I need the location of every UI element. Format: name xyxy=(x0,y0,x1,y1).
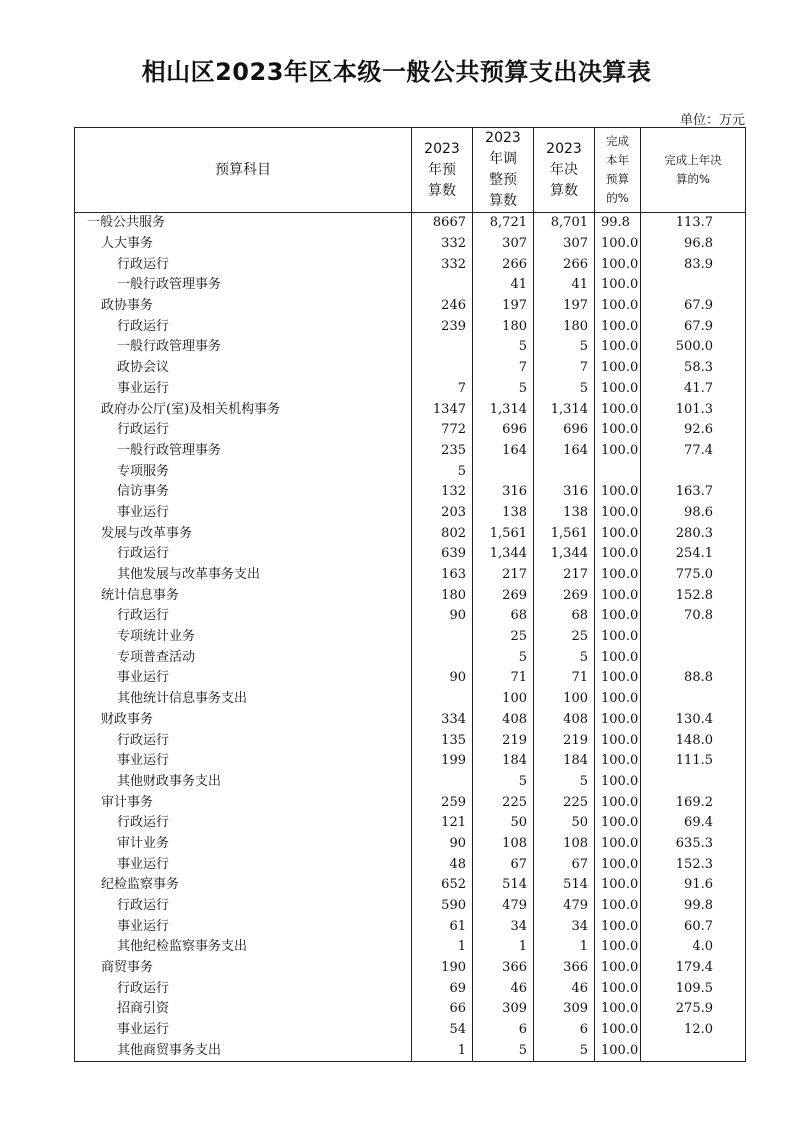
cell-prev: 88.8 xyxy=(641,668,746,689)
cell-final: 5 xyxy=(534,772,595,793)
cell-adjusted: 8,721 xyxy=(473,213,534,234)
cell-subject: 行政运行 xyxy=(75,896,412,917)
cell-rate: 100.0 xyxy=(595,565,641,586)
cell-prev: 67.9 xyxy=(641,296,746,317)
cell-adjusted: 34 xyxy=(473,916,534,937)
cell-rate: 100.0 xyxy=(595,647,641,668)
cell-budget xyxy=(412,337,473,358)
cell-adjusted xyxy=(473,461,534,482)
cell-budget: 235 xyxy=(412,441,473,462)
table-row xyxy=(75,213,746,234)
cell-budget xyxy=(412,275,473,296)
cell-rate: 100.0 xyxy=(595,689,641,710)
cell-subject: 政协会议 xyxy=(75,358,412,379)
cell-adjusted: 225 xyxy=(473,792,534,813)
cell-final: 1 xyxy=(534,937,595,958)
cell-subject: 发展与改革事务 xyxy=(75,523,412,544)
cell-final: 50 xyxy=(534,813,595,834)
cell-prev: 41.7 xyxy=(641,379,746,400)
cell-budget: 8667 xyxy=(412,213,473,234)
cell-final: 1,344 xyxy=(534,544,595,565)
cell-subject: 招商引资 xyxy=(75,999,412,1020)
cell-budget: 7 xyxy=(412,379,473,400)
cell-final: 6 xyxy=(534,1020,595,1041)
table-row xyxy=(75,958,746,979)
cell-budget: 1347 xyxy=(412,399,473,420)
cell-budget: 639 xyxy=(412,544,473,565)
cell-rate: 99.8 xyxy=(595,213,641,234)
cell-final: 225 xyxy=(534,792,595,813)
cell-prev: 148.0 xyxy=(641,730,746,751)
cell-adjusted: 6 xyxy=(473,1020,534,1041)
cell-prev: 775.0 xyxy=(641,565,746,586)
cell-final: 219 xyxy=(534,730,595,751)
cell-prev: 500.0 xyxy=(641,337,746,358)
cell-final: 180 xyxy=(534,316,595,337)
cell-final: 696 xyxy=(534,420,595,441)
cell-budget xyxy=(412,689,473,710)
cell-adjusted: 307 xyxy=(473,234,534,255)
cell-adjusted: 164 xyxy=(473,441,534,462)
cell-adjusted: 408 xyxy=(473,710,534,731)
table-row xyxy=(75,999,746,1020)
cell-subject: 事业运行 xyxy=(75,1020,412,1041)
cell-final: 46 xyxy=(534,978,595,999)
cell-final: 68 xyxy=(534,606,595,627)
cell-prev: 70.8 xyxy=(641,606,746,627)
table-row xyxy=(75,916,746,937)
cell-rate: 100.0 xyxy=(595,254,641,275)
cell-rate: 100.0 xyxy=(595,523,641,544)
cell-budget: 1 xyxy=(412,937,473,958)
cell-rate: 100.0 xyxy=(595,958,641,979)
cell-final: 307 xyxy=(534,234,595,255)
cell-rate: 100.0 xyxy=(595,834,641,855)
cell-prev: 58.3 xyxy=(641,358,746,379)
cell-adjusted: 479 xyxy=(473,896,534,917)
cell-prev: 109.5 xyxy=(641,978,746,999)
cell-subject: 专项统计业务 xyxy=(75,627,412,648)
header-rate: 完成本年预算的% xyxy=(595,128,641,213)
header-subject: 预算科目 xyxy=(75,128,412,213)
table-row xyxy=(75,896,746,917)
cell-adjusted: 309 xyxy=(473,999,534,1020)
cell-final: 197 xyxy=(534,296,595,317)
cell-final: 1,561 xyxy=(534,523,595,544)
cell-final: 34 xyxy=(534,916,595,937)
cell-budget: 772 xyxy=(412,420,473,441)
cell-prev: 275.9 xyxy=(641,999,746,1020)
cell-prev: 280.3 xyxy=(641,523,746,544)
cell-subject: 一般行政管理事务 xyxy=(75,275,412,296)
budget-table xyxy=(74,127,746,1062)
cell-subject: 一般行政管理事务 xyxy=(75,441,412,462)
cell-budget: 121 xyxy=(412,813,473,834)
table-row xyxy=(75,710,746,731)
cell-prev: 179.4 xyxy=(641,958,746,979)
cell-prev: 92.6 xyxy=(641,420,746,441)
cell-prev xyxy=(641,772,746,793)
table-row xyxy=(75,316,746,337)
cell-subject: 事业运行 xyxy=(75,668,412,689)
cell-subject: 事业运行 xyxy=(75,379,412,400)
cell-budget: 48 xyxy=(412,854,473,875)
cell-adjusted: 7 xyxy=(473,358,534,379)
cell-budget: 246 xyxy=(412,296,473,317)
table-row xyxy=(75,461,746,482)
cell-final xyxy=(534,461,595,482)
cell-adjusted: 197 xyxy=(473,296,534,317)
cell-subject: 行政运行 xyxy=(75,730,412,751)
cell-adjusted: 50 xyxy=(473,813,534,834)
cell-adjusted: 71 xyxy=(473,668,534,689)
cell-prev: 69.4 xyxy=(641,813,746,834)
cell-subject: 政府办公厅(室)及相关机构事务 xyxy=(75,399,412,420)
cell-subject: 商贸事务 xyxy=(75,958,412,979)
cell-budget: 239 xyxy=(412,316,473,337)
cell-rate: 100.0 xyxy=(595,358,641,379)
cell-prev: 254.1 xyxy=(641,544,746,565)
cell-budget xyxy=(412,647,473,668)
cell-prev xyxy=(641,1041,746,1062)
cell-prev: 99.8 xyxy=(641,896,746,917)
table-row xyxy=(75,813,746,834)
cell-prev: 83.9 xyxy=(641,254,746,275)
table-row xyxy=(75,234,746,255)
cell-final: 1,314 xyxy=(534,399,595,420)
cell-subject: 事业运行 xyxy=(75,854,412,875)
cell-prev: 152.8 xyxy=(641,585,746,606)
cell-adjusted: 5 xyxy=(473,647,534,668)
page-title: 相山区2023年区本级一般公共预算支出决算表 xyxy=(141,58,652,86)
cell-final: 41 xyxy=(534,275,595,296)
table-row xyxy=(75,379,746,400)
cell-rate: 100.0 xyxy=(595,482,641,503)
cell-final: 5 xyxy=(534,647,595,668)
cell-final: 479 xyxy=(534,896,595,917)
table-row xyxy=(75,544,746,565)
cell-rate: 100.0 xyxy=(595,751,641,772)
cell-final: 184 xyxy=(534,751,595,772)
cell-subject: 人大事务 xyxy=(75,234,412,255)
cell-budget: 69 xyxy=(412,978,473,999)
cell-subject: 其他财政事务支出 xyxy=(75,772,412,793)
cell-rate: 100.0 xyxy=(595,379,641,400)
table-row xyxy=(75,399,746,420)
cell-adjusted: 108 xyxy=(473,834,534,855)
cell-adjusted: 1,561 xyxy=(473,523,534,544)
cell-subject: 事业运行 xyxy=(75,916,412,937)
cell-budget: 135 xyxy=(412,730,473,751)
table-row xyxy=(75,523,746,544)
cell-rate xyxy=(595,461,641,482)
header-budget: 2023年预算数 xyxy=(412,128,473,213)
cell-adjusted: 269 xyxy=(473,585,534,606)
cell-final: 5 xyxy=(534,379,595,400)
table-row xyxy=(75,441,746,462)
cell-budget: 54 xyxy=(412,1020,473,1041)
cell-rate: 100.0 xyxy=(595,234,641,255)
table-row xyxy=(75,647,746,668)
table-row xyxy=(75,1041,746,1062)
cell-prev: 163.7 xyxy=(641,482,746,503)
table-body xyxy=(75,213,746,1062)
cell-prev: 12.0 xyxy=(641,1020,746,1041)
cell-adjusted: 266 xyxy=(473,254,534,275)
cell-adjusted: 5 xyxy=(473,337,534,358)
table-row xyxy=(75,875,746,896)
cell-subject: 专项普查活动 xyxy=(75,647,412,668)
table-row xyxy=(75,937,746,958)
cell-final: 71 xyxy=(534,668,595,689)
table-row xyxy=(75,1020,746,1041)
cell-final: 366 xyxy=(534,958,595,979)
cell-budget: 90 xyxy=(412,834,473,855)
cell-rate: 100.0 xyxy=(595,1041,641,1062)
cell-rate: 100.0 xyxy=(595,999,641,1020)
cell-subject: 其他统计信息事务支出 xyxy=(75,689,412,710)
cell-final: 514 xyxy=(534,875,595,896)
cell-subject: 一般公共服务 xyxy=(75,213,412,234)
table-row xyxy=(75,296,746,317)
cell-subject: 政协事务 xyxy=(75,296,412,317)
cell-adjusted: 1,314 xyxy=(473,399,534,420)
cell-prev: 67.9 xyxy=(641,316,746,337)
cell-budget: 259 xyxy=(412,792,473,813)
cell-final: 25 xyxy=(534,627,595,648)
cell-subject: 纪检监察事务 xyxy=(75,875,412,896)
table-row xyxy=(75,482,746,503)
table-row xyxy=(75,503,746,524)
cell-adjusted: 1 xyxy=(473,937,534,958)
cell-rate: 100.0 xyxy=(595,792,641,813)
cell-budget: 199 xyxy=(412,751,473,772)
cell-subject: 信访事务 xyxy=(75,482,412,503)
cell-adjusted: 5 xyxy=(473,1041,534,1062)
cell-budget xyxy=(412,772,473,793)
table-row xyxy=(75,792,746,813)
cell-rate: 100.0 xyxy=(595,544,641,565)
cell-adjusted: 217 xyxy=(473,565,534,586)
cell-final: 7 xyxy=(534,358,595,379)
cell-budget: 190 xyxy=(412,958,473,979)
cell-prev: 111.5 xyxy=(641,751,746,772)
cell-budget: 90 xyxy=(412,606,473,627)
cell-prev: 152.3 xyxy=(641,854,746,875)
cell-rate: 100.0 xyxy=(595,813,641,834)
cell-final: 100 xyxy=(534,689,595,710)
cell-final: 269 xyxy=(534,585,595,606)
table-row xyxy=(75,689,746,710)
cell-subject: 行政运行 xyxy=(75,978,412,999)
cell-budget xyxy=(412,627,473,648)
cell-final: 8,701 xyxy=(534,213,595,234)
table-row xyxy=(75,275,746,296)
cell-final: 5 xyxy=(534,1041,595,1062)
cell-rate: 100.0 xyxy=(595,978,641,999)
cell-prev: 4.0 xyxy=(641,937,746,958)
cell-adjusted: 180 xyxy=(473,316,534,337)
cell-final: 408 xyxy=(534,710,595,731)
cell-rate: 100.0 xyxy=(595,854,641,875)
cell-subject: 审计事务 xyxy=(75,792,412,813)
cell-budget: 132 xyxy=(412,482,473,503)
cell-adjusted: 366 xyxy=(473,958,534,979)
cell-final: 108 xyxy=(534,834,595,855)
cell-subject: 事业运行 xyxy=(75,503,412,524)
unit-label: 单位：万元 xyxy=(679,113,745,128)
cell-subject: 财政事务 xyxy=(75,710,412,731)
cell-adjusted: 5 xyxy=(473,379,534,400)
cell-subject: 统计信息事务 xyxy=(75,585,412,606)
cell-prev xyxy=(641,647,746,668)
cell-adjusted: 138 xyxy=(473,503,534,524)
cell-subject: 事业运行 xyxy=(75,751,412,772)
cell-rate: 100.0 xyxy=(595,896,641,917)
header-prev: 完成上年决算的% xyxy=(641,128,746,213)
cell-prev xyxy=(641,275,746,296)
cell-final: 266 xyxy=(534,254,595,275)
cell-budget: 90 xyxy=(412,668,473,689)
cell-prev: 113.7 xyxy=(641,213,746,234)
cell-rate: 100.0 xyxy=(595,668,641,689)
cell-final: 67 xyxy=(534,854,595,875)
table-row xyxy=(75,668,746,689)
cell-subject: 其他发展与改革事务支出 xyxy=(75,565,412,586)
cell-adjusted: 514 xyxy=(473,875,534,896)
cell-rate: 100.0 xyxy=(595,916,641,937)
cell-adjusted: 1,344 xyxy=(473,544,534,565)
cell-adjusted: 25 xyxy=(473,627,534,648)
table-header-row xyxy=(75,128,746,213)
table-row xyxy=(75,751,746,772)
cell-rate: 100.0 xyxy=(595,503,641,524)
cell-prev: 98.6 xyxy=(641,503,746,524)
cell-prev xyxy=(641,689,746,710)
table-row xyxy=(75,772,746,793)
cell-prev: 130.4 xyxy=(641,710,746,731)
cell-rate: 100.0 xyxy=(595,420,641,441)
cell-prev: 101.3 xyxy=(641,399,746,420)
cell-prev xyxy=(641,461,746,482)
table-row xyxy=(75,585,746,606)
cell-subject: 审计业务 xyxy=(75,834,412,855)
cell-prev: 96.8 xyxy=(641,234,746,255)
cell-rate: 100.0 xyxy=(595,316,641,337)
cell-final: 309 xyxy=(534,999,595,1020)
cell-rate: 100.0 xyxy=(595,585,641,606)
cell-budget: 66 xyxy=(412,999,473,1020)
table-row xyxy=(75,627,746,648)
cell-subject: 其他商贸事务支出 xyxy=(75,1041,412,1062)
cell-rate: 100.0 xyxy=(595,296,641,317)
cell-final: 164 xyxy=(534,441,595,462)
cell-subject: 一般行政管理事务 xyxy=(75,337,412,358)
cell-rate: 100.0 xyxy=(595,627,641,648)
cell-subject: 行政运行 xyxy=(75,316,412,337)
cell-adjusted: 68 xyxy=(473,606,534,627)
cell-rate: 100.0 xyxy=(595,399,641,420)
cell-budget: 180 xyxy=(412,585,473,606)
table-row xyxy=(75,254,746,275)
table-row xyxy=(75,358,746,379)
cell-final: 217 xyxy=(534,565,595,586)
cell-budget: 590 xyxy=(412,896,473,917)
cell-prev: 91.6 xyxy=(641,875,746,896)
table-row xyxy=(75,606,746,627)
table-row xyxy=(75,420,746,441)
cell-prev: 60.7 xyxy=(641,916,746,937)
cell-subject: 行政运行 xyxy=(75,606,412,627)
cell-subject: 其他纪检监察事务支出 xyxy=(75,937,412,958)
cell-rate: 100.0 xyxy=(595,710,641,731)
cell-adjusted: 46 xyxy=(473,978,534,999)
cell-rate: 100.0 xyxy=(595,275,641,296)
cell-budget xyxy=(412,358,473,379)
cell-budget: 802 xyxy=(412,523,473,544)
cell-prev xyxy=(641,627,746,648)
header-final: 2023年决算数 xyxy=(534,128,595,213)
cell-adjusted: 5 xyxy=(473,772,534,793)
cell-budget: 163 xyxy=(412,565,473,586)
table-row xyxy=(75,337,746,358)
cell-prev: 635.3 xyxy=(641,834,746,855)
cell-adjusted: 184 xyxy=(473,751,534,772)
cell-prev: 77.4 xyxy=(641,441,746,462)
cell-rate: 100.0 xyxy=(595,337,641,358)
cell-budget: 61 xyxy=(412,916,473,937)
cell-subject: 行政运行 xyxy=(75,420,412,441)
cell-subject: 专项服务 xyxy=(75,461,412,482)
table-row xyxy=(75,854,746,875)
cell-budget: 334 xyxy=(412,710,473,731)
table-row xyxy=(75,834,746,855)
cell-subject: 行政运行 xyxy=(75,813,412,834)
table-row xyxy=(75,730,746,751)
cell-prev: 169.2 xyxy=(641,792,746,813)
cell-budget: 5 xyxy=(412,461,473,482)
cell-subject: 行政运行 xyxy=(75,544,412,565)
cell-rate: 100.0 xyxy=(595,772,641,793)
cell-rate: 100.0 xyxy=(595,875,641,896)
cell-final: 138 xyxy=(534,503,595,524)
cell-rate: 100.0 xyxy=(595,730,641,751)
cell-adjusted: 100 xyxy=(473,689,534,710)
cell-final: 316 xyxy=(534,482,595,503)
cell-adjusted: 219 xyxy=(473,730,534,751)
cell-adjusted: 41 xyxy=(473,275,534,296)
cell-rate: 100.0 xyxy=(595,1020,641,1041)
cell-adjusted: 67 xyxy=(473,854,534,875)
cell-rate: 100.0 xyxy=(595,606,641,627)
header-adjusted: 2023年调整预算数 xyxy=(473,128,534,213)
cell-budget: 332 xyxy=(412,254,473,275)
cell-budget: 203 xyxy=(412,503,473,524)
table-row xyxy=(75,565,746,586)
cell-adjusted: 696 xyxy=(473,420,534,441)
cell-adjusted: 316 xyxy=(473,482,534,503)
cell-budget: 1 xyxy=(412,1041,473,1062)
cell-budget: 652 xyxy=(412,875,473,896)
cell-rate: 100.0 xyxy=(595,441,641,462)
cell-subject: 行政运行 xyxy=(75,254,412,275)
table-row xyxy=(75,978,746,999)
cell-budget: 332 xyxy=(412,234,473,255)
cell-rate: 100.0 xyxy=(595,937,641,958)
cell-final: 5 xyxy=(534,337,595,358)
